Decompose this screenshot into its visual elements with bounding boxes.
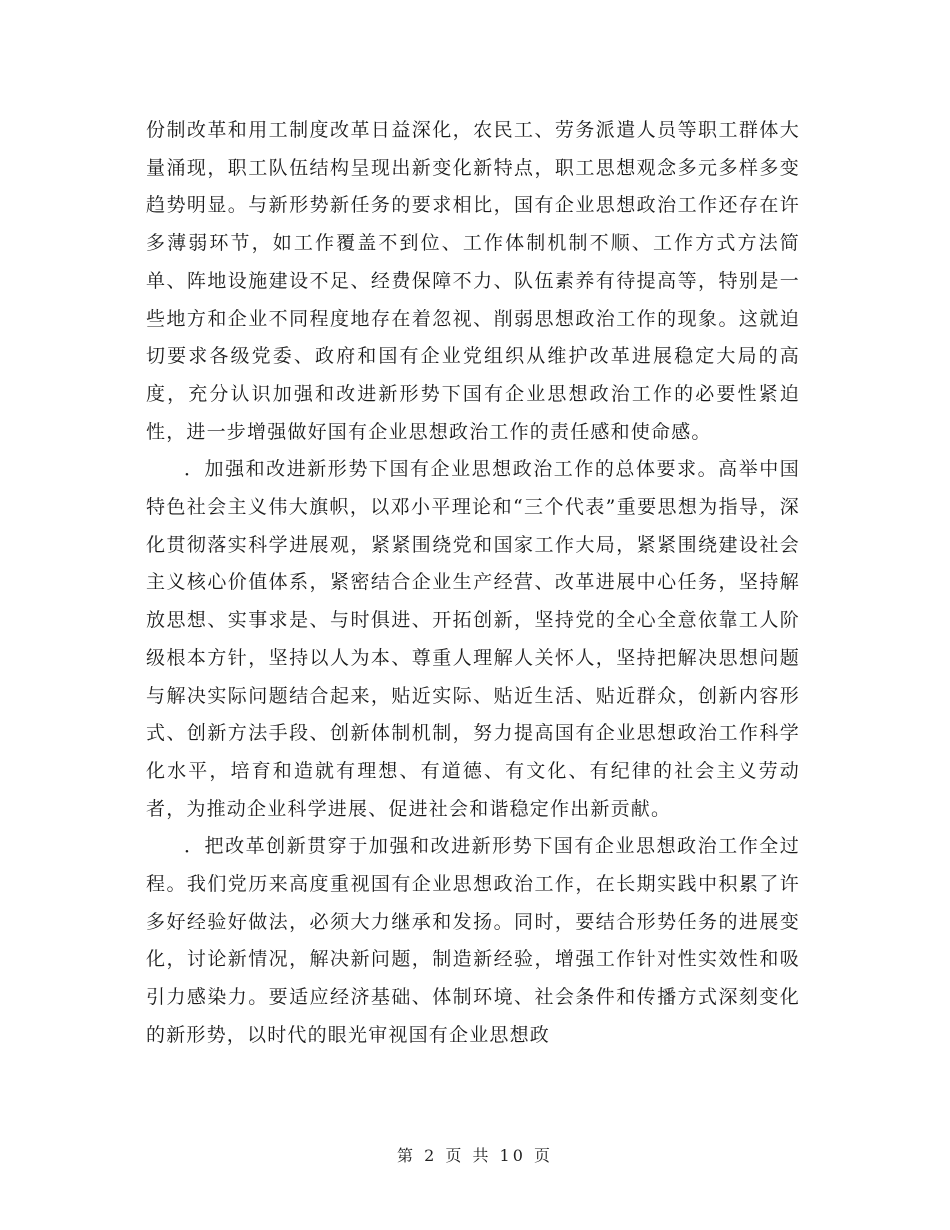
page-number-footer: 第 2 页 共 10 页 [397, 1146, 553, 1165]
paragraph-continuation: 份制改革和用工制度改革日益深化，农民工、劳务派遣人员等职工群体大量涌现，职工队伍结构呈现出新变化新特点，职工思想观念多元多样多变趋势明显。与新形势新任务的要求相比，国有企业思想政治工作还存在许多薄弱环节，如工作覆盖不到位、工作体制机制不顺、工作方式方法简单、阵地设施建设不足、经费保障不力、队伍素养有待提高等，特别是一些地方和企业不同程度地存在着忽视、削弱思想政治工作的现象。这就迫切要求各级党委、政府和国有企业党组织从维护改革进展稳定大局的高度，充分认识加强和改进新形势下国有企业思想政治工作的必要性紧迫性，进一步增强做好国有企业思想政治工作的责任感和使命感。 [146, 119, 800, 443]
paragraph-general-requirements: ．加强和改进新形势下国有企业思想政治工作的总体要求。高举中国特色社会主义伟大旗帜，以邓小平理论和“三个代表”重要思想为指导，深化贯彻落实科学进展观，紧紧围绕党和国家工作大局，紧紧围绕建设社会主义核心价值体系，紧密结合企业生产经营、改革进展中心任务，坚持解放思想、实事求是、与时俱进、开拓创新，坚持党的全心全意依靠工人阶级根本方针，坚持以人为本、尊重人理解人关怀人，坚持把解决思想问题与解决实际问题结合起来，贴近实际、贴近生活、贴近群众，创新内容形式、创新方法手段、创新体制机制，努力提高国有企业思想政治工作科学化水平，培育和造就有理想、有道德、有文化、有纪律的社会主义劳动者，为推动企业科学进展、促进社会和谐稳定作出新贡献。 [146, 458, 800, 820]
document-body [146, 112, 800, 1055]
paragraph-reform-innovation: ．把改革创新贯穿于加强和改进新形势下国有企业思想政治工作全过程。我们党历来高度重视国有企业思想政治工作，在长期实践中积累了许多好经验好做法，必须大力继承和发扬。同时，要结合形势任务的进展变化，讨论新情况，解决新问题，制造新经验，增强工作针对性实效性和吸引力感染力。要适应经济基础、体制环境、社会条件和传播方式深刻变化的新形势，以时代的眼光审视国有企业思想政 [146, 835, 800, 1046]
